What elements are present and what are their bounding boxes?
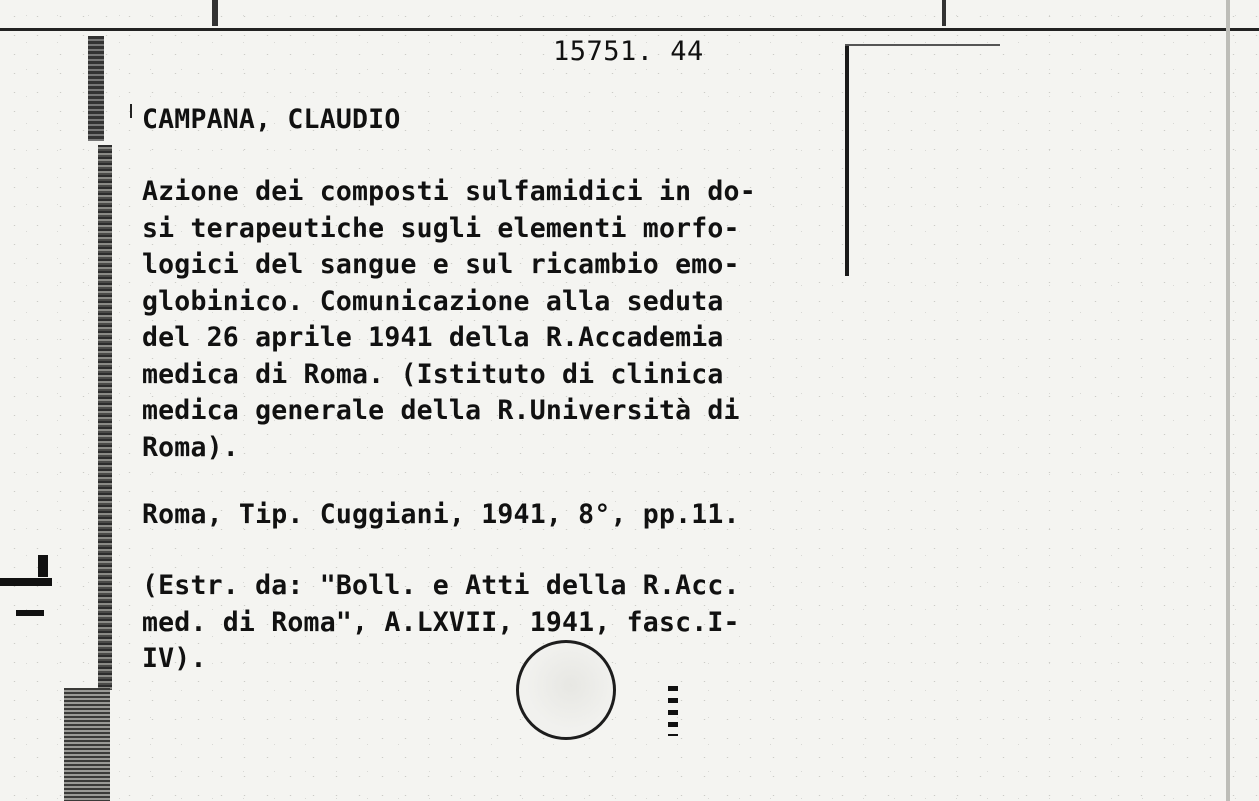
source-note: (Estr. da: "Boll. e Atti della R.Acc. med. di Roma", A.LXVII, 1941, fasc.I- IV).: [142, 570, 740, 674]
top-edge-fragment: [212, 0, 218, 26]
top-edge-fragment: [942, 0, 946, 26]
card-right-border: [845, 44, 849, 276]
punched-hole: [516, 640, 616, 740]
imprint-line: Roma, Tip. Cuggiani, 1941, 8°, pp.11.: [142, 499, 740, 530]
card-top-border: [845, 44, 1000, 46]
stamp-mark: [668, 686, 678, 736]
card-left-tick: [130, 104, 132, 118]
work-title: Azione dei composti sulfamidici in do- si terapeutiche sugli elementi morfo- logici del sangue e sul ricambio emo- globinico. Comunicazione alla seduta del 26 aprile 1941 della R.Accademia medica di Roma. (Istituto di clinica medica generale della R.Università di Roma).: [142, 176, 756, 463]
left-margin-mark: [0, 578, 52, 586]
top-card-edge: [0, 28, 1259, 31]
left-margin-mark: [16, 610, 44, 616]
left-card-edge-top: [88, 36, 104, 141]
right-scan-edge: [1226, 0, 1230, 801]
left-margin-mark: [38, 555, 48, 577]
author-name: CAMPANA, CLAUDIO: [142, 104, 401, 135]
left-card-edge: [98, 145, 112, 690]
catalog-number: 15751. 44: [553, 36, 704, 67]
left-card-edge-bottom: [64, 688, 110, 801]
